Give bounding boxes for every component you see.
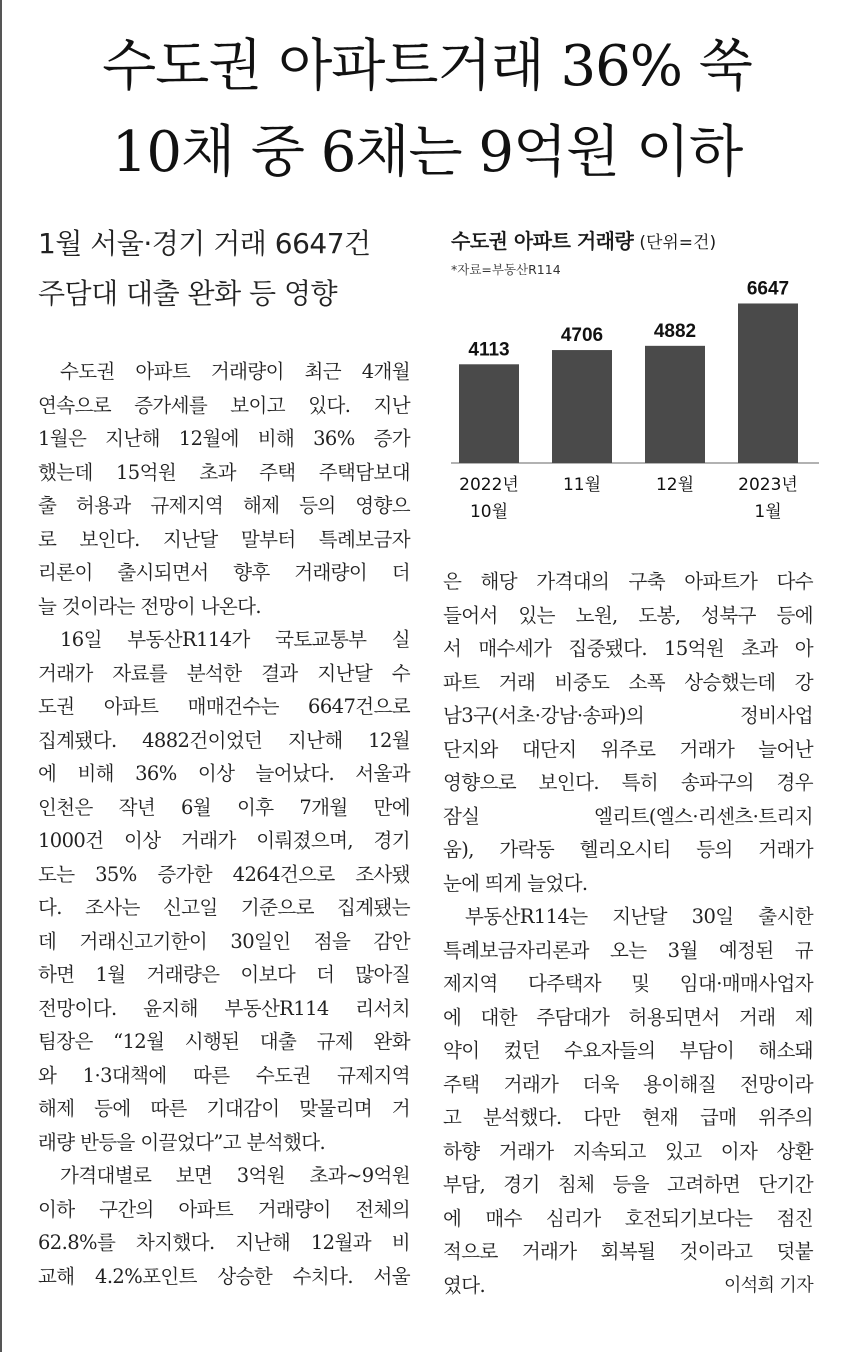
- body-line: 1월은 지난해 12월에 비해 36% 증가: [38, 427, 410, 450]
- subhead-line-1: 1월 서울·경기 거래 6647건: [38, 227, 371, 260]
- body-line: 하면 1월 거래량은 이보다 더 많아질: [38, 963, 410, 986]
- body-line: 래량 반등을 이끌었다”고 분석했다.: [38, 1130, 326, 1154]
- body-line: 단지와 대단지 위주로 거래가 늘어난: [443, 737, 813, 761]
- article-column-2: [443, 565, 813, 1302]
- body-line: 적으로 거래가 회복될 것이라고 덧붙: [443, 1240, 813, 1263]
- trade-volume-chart: [443, 225, 823, 525]
- body-line: 제지역 다주택자 및 임대·매매사업자: [443, 972, 813, 995]
- body-line: 집계됐다. 4882건이었던 지난해 12월: [38, 728, 410, 752]
- body-line: 서 매수세가 집중됐다. 15억원 초과 아: [443, 637, 813, 660]
- body-line: 에 매수 심리가 호전되기보다는 점진: [443, 1206, 813, 1230]
- body-line: 16일 부동산R114가 국토교통부 실: [60, 628, 410, 651]
- body-line: 남3구(서초·강남·송파)의 정비사업: [443, 704, 813, 727]
- bar: [552, 350, 612, 463]
- body-line: 했는데 15억원 초과 주택 주택담보대: [38, 460, 410, 484]
- body-line: 교해 4.2%포인트 상승한 수치다. 서울: [38, 1264, 410, 1288]
- body-line: 도는 35% 증가한 4264건으로 조사됐: [38, 862, 410, 886]
- body-line: 늘 것이라는 전망이 나온다.: [38, 594, 262, 618]
- x-tick-label: 1월: [754, 502, 782, 522]
- article-column-1: [38, 355, 410, 1293]
- body-line: 파트 거래 비중도 소폭 상승했는데 강: [443, 670, 813, 694]
- subhead-line-2: 주담대 대출 완화 등 영향: [38, 277, 338, 310]
- body-line: 부담, 경기 침체 등을 고려하면 단기간: [443, 1173, 813, 1196]
- body-line: 전망이다. 윤지해 부동산R114 리서치: [38, 996, 410, 1020]
- body-line: 리론이 출시되면서 향후 거래량이 더: [38, 561, 410, 584]
- x-tick-label: 2022년: [459, 475, 519, 495]
- body-line: 거래가 자료를 분석한 결과 지난달 수: [38, 661, 410, 685]
- chart-unit: (단위=건): [639, 233, 717, 253]
- x-tick-label: 2023년: [738, 475, 798, 495]
- body-line: 고 분석했다. 다만 현재 급매 위주의: [443, 1106, 813, 1129]
- body-line: 데 거래신고기한이 30일인 점을 감안: [38, 929, 410, 953]
- body-line: 에 비해 36% 이상 늘어났다. 서울과: [38, 762, 410, 785]
- bar: [459, 364, 519, 463]
- bar: [738, 303, 798, 463]
- body-line: 가격대별로 보면 3억원 초과~9억원: [60, 1164, 410, 1187]
- body-line: 약이 컸던 수요자들의 부담이 해소돼: [443, 1039, 813, 1062]
- bar-value-label: 4706: [560, 325, 604, 347]
- bar-value-label: 4113: [468, 339, 510, 361]
- body-line: 와 1·3대책에 따른 수도권 규제지역: [38, 1063, 410, 1087]
- final-line-row: [443, 1269, 813, 1303]
- body-line: 인천은 작년 6월 이후 7개월 만에: [38, 795, 410, 819]
- body-line: 다. 조사는 신고일 기준으로 집계됐는: [38, 896, 410, 919]
- body-line: 로 보인다. 지난달 말부터 특례보금자: [38, 527, 410, 551]
- body-line: 들어서 있는 노원, 도봉, 성북구 등에: [443, 603, 813, 627]
- body-line: 주택 거래가 더욱 용이해질 전망이라: [443, 1072, 813, 1096]
- headline-line-2: 10채 중 6채는 9억원 이하: [111, 120, 743, 185]
- body-line: 수도권 아파트 거래량이 최근 4개월: [60, 360, 410, 383]
- chart-title: 수도권 아파트 거래량: [451, 229, 634, 253]
- body-line: 도권 아파트 매매건수는 6647건으로: [38, 695, 410, 718]
- x-tick-label: 12월: [655, 475, 695, 495]
- bar-value-label: 4882: [653, 320, 697, 342]
- body-line: 였다.: [443, 1273, 486, 1297]
- body-line: 움), 가락동 헬리오시티 등의 거래가: [443, 838, 813, 861]
- left-border-rule: [0, 0, 2, 1352]
- body-line: 에 대한 주담대가 허용되면서 거래 제: [443, 1005, 813, 1029]
- body-line: 눈에 띄게 늘었다.: [443, 871, 588, 895]
- byline: 이석희 기자: [723, 1274, 813, 1296]
- bar: [645, 346, 705, 463]
- body-line: 62.8%를 차지했다. 지난해 12월과 비: [38, 1231, 410, 1254]
- body-line: 잠실 엘리트(엘스·리센츠·트리지: [443, 804, 813, 828]
- body-line: 팀장은 “12월 시행된 대출 규제 완화: [38, 1030, 410, 1053]
- body-line: 부동산R114는 지난달 30일 출시한: [465, 905, 813, 928]
- body-line: 이하 구간의 아파트 거래량이 전체의: [38, 1197, 410, 1221]
- body-line: 은 해당 가격대의 구축 아파트가 다수: [443, 570, 813, 593]
- body-line: 영향으로 보인다. 특히 송파구의 경우: [443, 771, 813, 794]
- chart-source: *자료=부동산R114: [451, 262, 561, 277]
- bar-chart-svg: [443, 225, 823, 525]
- headline-line-1: 수도권 아파트거래 36% 쑥: [102, 34, 752, 99]
- x-tick-label: 11월: [562, 475, 602, 495]
- body-line: 하향 거래가 지속되고 있고 이자 상환: [443, 1139, 813, 1163]
- body-line: 특례보금자리론과 오는 3월 예정된 규: [443, 938, 813, 962]
- bar-value-label: 6647: [746, 278, 790, 300]
- x-tick-label: 10월: [469, 502, 509, 522]
- body-line: 연속으로 증가세를 보이고 있다. 지난: [38, 393, 410, 417]
- body-line: 출 허용과 규제지역 해제 등의 영향으: [38, 494, 410, 517]
- body-line: 1000건 이상 거래가 이뤄졌으며, 경기: [38, 829, 410, 852]
- body-line: 해제 등에 따른 기대감이 맞물리며 거: [38, 1097, 410, 1120]
